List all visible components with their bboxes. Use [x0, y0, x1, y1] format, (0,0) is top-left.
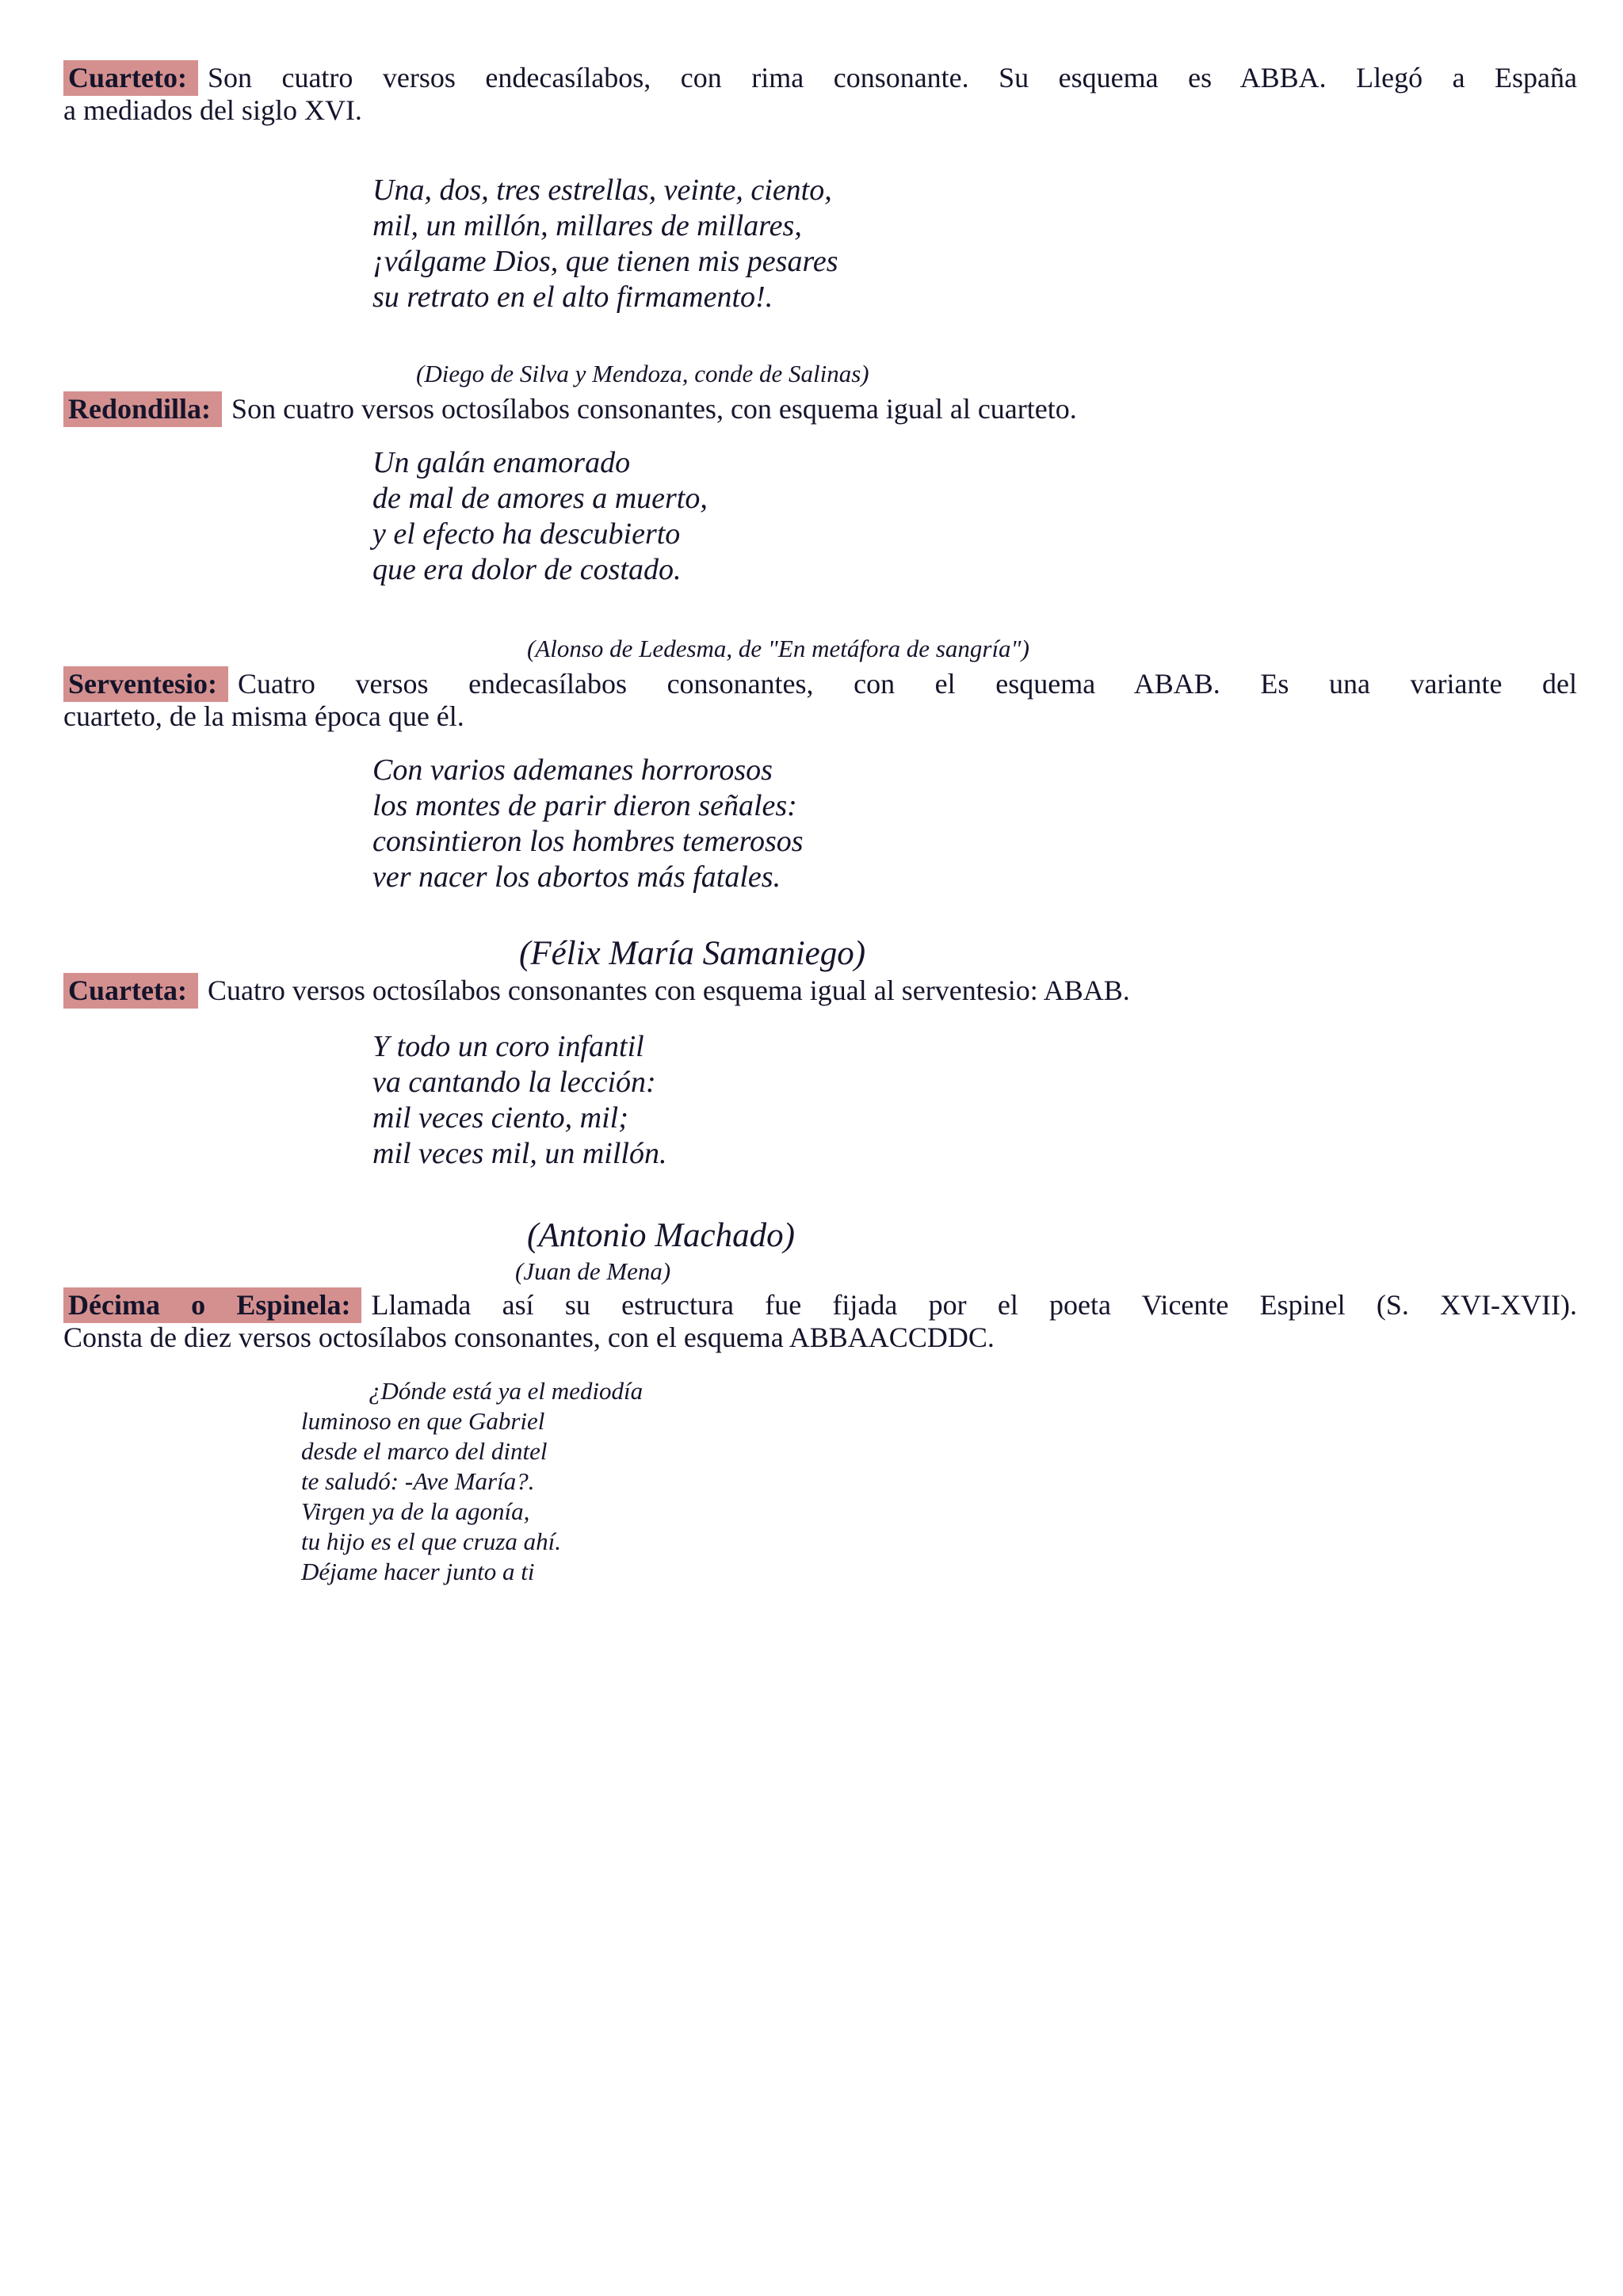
- definition-text: Cuatro versos octosílabos consonantes con esquema igual al serventesio: ABAB.: [207, 974, 1130, 1006]
- poem-cuarteto: [372, 173, 1577, 315]
- attribution-cuarteta: (Antonio Machado): [527, 1217, 795, 1254]
- poem-line: tu hijo es el que cruza ahí.: [301, 1527, 562, 1555]
- section-serventesio: [63, 668, 1577, 974]
- definition-line: cuarteto, de la misma época que él.: [63, 700, 464, 732]
- poem-line: Y todo un coro infantil: [372, 1030, 644, 1063]
- poem-line: ver nacer los abortos más fatales.: [372, 860, 781, 894]
- poem-line: y el efecto ha descubierto: [372, 517, 681, 551]
- definition-line: [63, 62, 1577, 94]
- section-cuarteta: [63, 974, 1577, 1286]
- definition-line: [63, 1289, 1577, 1322]
- definition-line: a mediados del siglo XVI.: [63, 94, 362, 126]
- definition-text: Son cuatro versos endecasílabos, con rima consonante. Su esquema es ABBA. Llegó a España: [207, 62, 1577, 93]
- definition-line: Consta de diez versos octosílabos consonantes, con el esquema ABBAACCDDC.: [63, 1322, 995, 1353]
- poem-line: que era dolor de costado.: [372, 553, 682, 586]
- poem-line: luminoso en que Gabriel: [301, 1407, 545, 1435]
- poem-line: te saludó: -Ave María?.: [301, 1467, 535, 1495]
- poem-redondilla: [372, 445, 1577, 588]
- poem-decima: [301, 1376, 1577, 1587]
- definition-line: [63, 393, 1577, 425]
- attribution-cuarteto: (Diego de Silva y Mendoza, conde de Salinas): [416, 360, 869, 387]
- poem-line: mil veces ciento, mil;: [372, 1101, 628, 1135]
- poem-line: desde el marco del dintel: [301, 1437, 548, 1465]
- definition-text: Son cuatro versos octosílabos consonantes, con esquema igual al cuarteto.: [231, 393, 1077, 425]
- section-cuarteto: [63, 62, 1577, 388]
- poem-line: ¿Dónde está ya el mediodía: [369, 1377, 643, 1405]
- term-highlight-serventesio: Serventesio:: [63, 666, 228, 702]
- definition-line: [63, 974, 1577, 1007]
- attribution-serventesio: (Félix María Samaniego): [519, 935, 866, 972]
- poem-line: Una, dos, tres estrellas, veinte, ciento,: [372, 174, 832, 207]
- poem-line: Déjame hacer junto a ti: [301, 1558, 535, 1585]
- poem-line: mil, un millón, millares de millares,: [372, 209, 802, 242]
- poem-line: va cantando la lección:: [372, 1066, 656, 1099]
- poem-line: su retrato en el alto firmamento!.: [372, 280, 773, 314]
- poem-cuarteta: [372, 1029, 1577, 1172]
- term-highlight-cuarteta: Cuarteta:: [63, 973, 198, 1009]
- poem-line: Un galán enamorado: [372, 446, 631, 479]
- definition-text: Cuatro versos endecasílabos consonantes, con el esquema ABAB. Es una variante del: [237, 668, 1577, 700]
- term-highlight-decima: Décima o Espinela:: [63, 1287, 361, 1323]
- poem-line: los montes de parir dieron señales:: [372, 789, 797, 822]
- poem-line: ¡válgame Dios, que tienen mis pesares: [372, 245, 838, 278]
- attribution-redondilla: (Alonso de Ledesma, de "En metáfora de sangría"): [527, 635, 1029, 662]
- term-highlight-redondilla: Redondilla:: [63, 391, 222, 427]
- poem-line: de mal de amores a muerto,: [372, 482, 708, 515]
- poem-serventesio: [372, 753, 1577, 895]
- section-decima-espinela: [63, 1289, 1577, 1587]
- definition-text: Llamada así su estructura fue fijada por el poeta Vicente Espinel (S. XVI-XVII).: [371, 1289, 1578, 1321]
- poem-line: Con varios ademanes horrorosos: [372, 753, 773, 787]
- term-highlight-cuarteto: Cuarteto:: [63, 60, 198, 96]
- poem-line: mil veces mil, un millón.: [372, 1137, 667, 1170]
- section-redondilla: [63, 393, 1577, 663]
- definition-line: [63, 668, 1577, 700]
- attribution-secondary: (Juan de Mena): [515, 1257, 671, 1285]
- poem-line: consintieron los hombres temerosos: [372, 825, 804, 858]
- poem-line: Virgen ya de la agonía,: [301, 1497, 530, 1525]
